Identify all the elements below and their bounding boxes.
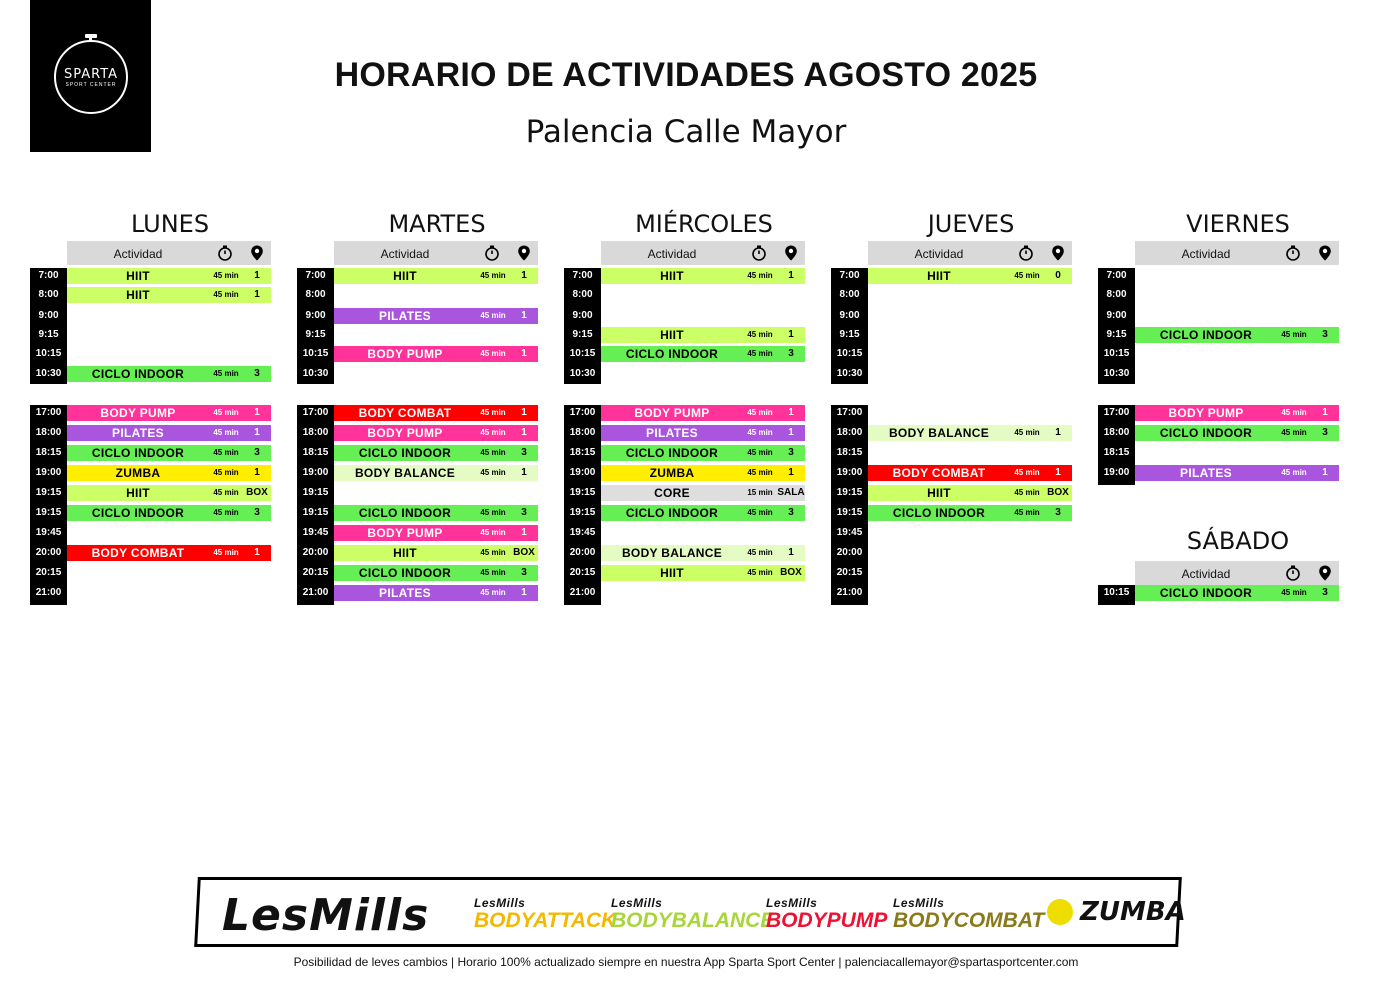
class-room: 1 [521,270,527,281]
class-name: BODY COMBAT [91,546,185,560]
location-pin-icon [517,245,531,266]
class-duration: 45 min [747,330,773,339]
time-slot: 20:00 [836,547,863,558]
class-room: BOX [513,547,535,558]
class-hiit[interactable] [868,268,1072,284]
logo-subtitle: SPORT CENTER [65,82,117,88]
table-header [601,241,805,265]
class-name: PILATES [646,426,698,440]
time-slot: 21:00 [302,587,329,598]
class-body-balance[interactable] [334,465,538,481]
location-pin-icon [1051,245,1065,266]
class-core[interactable] [601,485,805,501]
class-room: 1 [254,467,260,478]
brand-lesmills-label: LesMills [766,896,818,910]
class-duration: 45 min [747,349,773,358]
stopwatch-icon [217,245,233,266]
time-slot: 10:30 [1103,368,1130,379]
page-subtitle: Palencia Calle Mayor [525,114,847,150]
class-duration: 45 min [480,588,506,597]
table-header [1135,241,1339,265]
class-ciclo-indoor[interactable] [1135,327,1339,343]
class-duration: 45 min [213,448,239,457]
class-ciclo-indoor[interactable] [67,445,271,461]
time-slot: 18:15 [836,447,863,458]
class-name: CORE [654,486,690,500]
time-slot: 18:15 [302,447,329,458]
class-name: PILATES [379,586,431,600]
class-duration: 45 min [213,271,239,280]
location-pin-icon [1318,245,1332,266]
class-room: 3 [521,507,527,518]
class-body-pump[interactable] [334,425,538,441]
time-slot: 10:15 [35,348,62,359]
class-hiit[interactable] [601,327,805,343]
class-room: 1 [254,407,260,418]
time-slot: 21:00 [836,587,863,598]
class-duration: 45 min [480,548,506,557]
class-name: ZUMBA [649,466,695,480]
class-name: BODY BALANCE [888,426,990,440]
time-slot: 19:15 [836,507,863,518]
stopwatch-icon [1285,565,1301,586]
time-slot: 19:45 [302,527,329,538]
location-pin-icon [1318,565,1332,586]
class-room: 3 [254,447,260,458]
time-slot: 19:45 [569,527,596,538]
class-hiit[interactable] [67,268,271,284]
class-room: 3 [254,507,260,518]
class-name: PILATES [379,309,431,323]
class-name: HIIT [660,328,684,342]
class-ciclo-indoor[interactable] [1135,425,1339,441]
class-ciclo-indoor[interactable] [67,505,271,521]
time-slot: 20:00 [569,547,596,558]
brand-bodybalance [611,896,774,932]
class-zumba[interactable] [67,465,271,481]
time-slot: 8:00 [572,289,593,300]
stopwatch-icon [1285,245,1301,266]
class-body-pump[interactable] [67,405,271,421]
class-room: 3 [788,507,794,518]
class-room: SALA [777,487,805,498]
logo-name: SPARTA [63,67,119,82]
time-slot: 19:00 [569,467,596,478]
time-slot: 19:15 [569,487,596,498]
class-duration: 45 min [213,548,239,557]
class-room: 1 [1322,467,1328,478]
time-slot: 17:00 [569,407,596,418]
class-room: 3 [521,567,527,578]
class-room: 1 [1055,427,1061,438]
class-name: CICLO INDOOR [625,347,719,361]
time-slot: 10:30 [35,368,62,379]
class-name: HIIT [393,546,417,560]
class-name: BODY PUMP [367,347,443,361]
class-hiit[interactable] [334,545,538,561]
time-slot: 8:00 [38,289,59,300]
time-slot: 19:00 [836,467,863,478]
time-slot: 20:15 [569,567,596,578]
class-name: BODY PUMP [100,406,176,420]
header-activity: Actividad [914,247,964,261]
page-title: HORARIO DE ACTIVIDADES AGOSTO 2025 [334,56,1038,94]
class-name: BODY PUMP [1168,406,1244,420]
header-activity: Actividad [380,247,430,261]
class-room: 1 [521,427,527,438]
class-room: 3 [1322,427,1328,438]
class-name: CICLO INDOOR [91,446,185,460]
class-room: 3 [254,368,260,379]
time-slot: 7:00 [572,270,593,281]
time-slot: 17:00 [302,407,329,418]
time-slot: 8:00 [305,289,326,300]
time-slot: 9:00 [1106,310,1127,321]
class-room: 1 [521,310,527,321]
table-header [1135,561,1339,585]
time-slot: 10:15 [1103,348,1130,359]
time-slot: 18:00 [1103,427,1130,438]
time-slot: 18:15 [569,447,596,458]
class-room: 3 [788,447,794,458]
class-room: 1 [521,527,527,538]
class-duration: 45 min [747,548,773,557]
zumba-icon [1047,899,1073,925]
class-room: 3 [788,348,794,359]
time-slot: 19:15 [836,487,863,498]
lesmills-logo: LesMills [222,890,430,941]
class-ciclo-indoor[interactable] [1135,585,1339,601]
day-title: JUEVES [927,210,1015,238]
class-ciclo-indoor[interactable] [601,346,805,362]
table-header [868,241,1072,265]
time-slot: 20:15 [35,567,62,578]
brand-bodyattack [474,896,616,932]
day-title: MIÉRCOLES [635,210,773,238]
class-name: HIIT [927,486,951,500]
table-header [67,241,271,265]
class-duration: 45 min [480,448,506,457]
time-slot: 8:00 [1106,289,1127,300]
brand-program-name: BODYPUMP [766,909,888,932]
class-name: CICLO INDOOR [358,506,452,520]
class-body-pump[interactable] [1135,405,1339,421]
time-slot: 9:00 [38,310,59,321]
class-pilates[interactable] [67,425,271,441]
class-body-balance[interactable] [868,425,1072,441]
header-activity: Actividad [113,247,163,261]
time-slot: 19:15 [35,487,62,498]
class-name: BODY BALANCE [621,546,723,560]
time-slot: 19:15 [569,507,596,518]
class-duration: 45 min [480,468,506,477]
class-duration: 45 min [1014,271,1040,280]
time-slot: 9:15 [38,329,59,340]
class-room: BOX [1047,487,1069,498]
time-slot: 20:15 [302,567,329,578]
class-hiit[interactable] [67,485,271,501]
class-name: CICLO INDOOR [1159,328,1253,342]
class-duration: 45 min [480,508,506,517]
day-title: LUNES [130,210,210,238]
time-slot: 9:00 [839,310,860,321]
time-slot: 18:00 [569,427,596,438]
header-activity: Actividad [1181,567,1231,581]
class-name: HIIT [393,269,417,283]
class-duration: 45 min [213,508,239,517]
time-slot: 19:15 [302,507,329,518]
location-pin-icon [250,245,264,266]
class-duration: 45 min [1281,330,1307,339]
time-slot: 10:30 [302,368,329,379]
time-slot: 19:00 [35,467,62,478]
time-slot: 10:30 [836,368,863,379]
time-slot: 7:00 [1106,270,1127,281]
class-duration: 45 min [480,349,506,358]
brand-bodypump [766,896,887,932]
class-room: 1 [254,427,260,438]
class-duration: 45 min [213,408,239,417]
class-body-combat[interactable] [334,405,538,421]
time-slot: 10:15 [302,348,329,359]
class-room: BOX [246,487,268,498]
class-room: 1 [521,407,527,418]
class-pilates[interactable] [334,585,538,601]
time-slot: 19:00 [1103,467,1130,478]
brand-lesmills-label: LesMills [474,896,526,910]
class-duration: 45 min [213,290,239,299]
time-slot: 9:00 [572,310,593,321]
class-name: PILATES [112,426,164,440]
class-room: 1 [788,270,794,281]
time-slot: 9:00 [305,310,326,321]
time-slot: 20:15 [836,567,863,578]
class-hiit[interactable] [67,287,271,303]
time-slot: 20:00 [35,547,62,558]
time-slot: 19:15 [302,487,329,498]
class-duration: 45 min [1281,408,1307,417]
class-hiit[interactable] [601,268,805,284]
class-room: 3 [1322,587,1328,598]
class-body-pump[interactable] [334,346,538,362]
class-room: 1 [788,427,794,438]
header-activity: Actividad [1181,247,1231,261]
time-slot: 17:00 [1103,407,1130,418]
class-ciclo-indoor[interactable] [601,445,805,461]
class-room: 1 [254,270,260,281]
time-slot: 9:15 [839,329,860,340]
class-name: BODY COMBAT [358,406,452,420]
class-body-pump[interactable] [334,525,538,541]
day-title: MARTES [388,210,486,238]
class-room: 1 [788,407,794,418]
class-room: 3 [521,447,527,458]
stopwatch-icon [1018,245,1034,266]
class-name: HIIT [927,269,951,283]
class-duration: 45 min [1281,588,1307,597]
time-slot: 10:30 [569,368,596,379]
class-name: BODY PUMP [634,406,710,420]
time-slot: 19:15 [35,507,62,518]
time-slot: 10:15 [836,348,863,359]
class-room: 3 [1055,507,1061,518]
class-body-combat[interactable] [67,545,271,561]
class-name: HIIT [660,566,684,580]
class-duration: 45 min [213,428,239,437]
time-slot: 9:15 [572,329,593,340]
class-pilates[interactable] [601,425,805,441]
class-pilates[interactable] [1135,465,1339,481]
class-duration: 45 min [747,428,773,437]
class-name: CICLO INDOOR [1159,586,1253,600]
class-ciclo-indoor[interactable] [334,505,538,521]
time-slot: 17:00 [35,407,62,418]
class-duration: 45 min [747,508,773,517]
class-room: 1 [254,547,260,558]
class-name: CICLO INDOOR [1159,426,1253,440]
header-activity: Actividad [647,247,697,261]
time-slot: 9:15 [1106,329,1127,340]
class-ciclo-indoor[interactable] [67,366,271,382]
class-duration: 45 min [747,568,773,577]
class-duration: 45 min [747,271,773,280]
class-room: 1 [521,467,527,478]
class-name: CICLO INDOOR [358,446,452,460]
time-slot: 18:00 [35,427,62,438]
time-slot: 10:15 [569,348,596,359]
class-hiit[interactable] [868,485,1072,501]
time-slot: 21:00 [569,587,596,598]
class-duration: 45 min [747,468,773,477]
class-room: 1 [788,467,794,478]
class-name: CICLO INDOOR [358,566,452,580]
class-duration: 15 min [747,488,773,497]
class-hiit[interactable] [334,268,538,284]
class-name: HIIT [126,486,150,500]
time-slot: 18:15 [35,447,62,458]
class-duration: 45 min [213,468,239,477]
footer-note: Posibilidad de leves cambios | Horario 100% actualizado siempre en nuestra App Sparta Sport Center | palenciacallemayor@spartasportcenter.com [293,955,1079,969]
class-zumba[interactable] [601,465,805,481]
class-room: 1 [788,329,794,340]
time-slot: 7:00 [305,270,326,281]
class-name: CICLO INDOOR [625,446,719,460]
brand-lesmills-label: LesMills [893,896,945,910]
class-name: CICLO INDOOR [91,506,185,520]
class-duration: 45 min [480,271,506,280]
day-title: SÁBADO [1186,527,1290,555]
class-room: 3 [1322,329,1328,340]
class-duration: 45 min [480,528,506,537]
class-duration: 45 min [1014,508,1040,517]
class-duration: 45 min [747,448,773,457]
class-name: CICLO INDOOR [625,506,719,520]
class-room: 1 [788,547,794,558]
class-duration: 45 min [747,408,773,417]
class-duration: 45 min [480,408,506,417]
time-slot: 9:15 [305,329,326,340]
table-header [334,241,538,265]
class-room: BOX [780,567,802,578]
brand-program-name: BODYATTACK [474,909,617,932]
class-duration: 45 min [1014,468,1040,477]
class-room: 1 [1055,467,1061,478]
class-duration: 45 min [1281,468,1307,477]
time-slot: 10:15 [1103,587,1130,598]
brand-bodycombat [893,896,1044,932]
class-body-balance[interactable] [601,545,805,561]
location-pin-icon [784,245,798,266]
class-name: PILATES [1180,466,1232,480]
zumba-logo: ZUMBA [1080,897,1186,927]
time-slot: 19:45 [35,527,62,538]
time-slot: 17:00 [836,407,863,418]
time-slot: 7:00 [38,270,59,281]
class-duration: 45 min [480,311,506,320]
class-room: 1 [521,348,527,359]
class-room: 1 [1322,407,1328,418]
day-title: VIERNES [1186,210,1290,238]
class-duration: 45 min [480,568,506,577]
time-slot: 7:00 [839,270,860,281]
class-ciclo-indoor[interactable] [334,445,538,461]
class-name: HIIT [126,288,150,302]
brand-lesmills-label: LesMills [611,896,663,910]
class-duration: 45 min [1014,488,1040,497]
time-slot: 21:00 [35,587,62,598]
time-slot: 19:45 [836,527,863,538]
time-slot: 18:00 [302,427,329,438]
class-body-combat[interactable] [868,465,1072,481]
class-name: ZUMBA [115,466,161,480]
class-name: BODY COMBAT [892,466,986,480]
brand-program-name: BODYCOMBAT [893,909,1045,932]
class-duration: 45 min [213,488,239,497]
class-room: 1 [521,587,527,598]
time-slot: 20:00 [302,547,329,558]
time-slot: 18:00 [836,427,863,438]
class-duration: 45 min [213,369,239,378]
class-pilates[interactable] [334,308,538,324]
class-room: 1 [254,289,260,300]
class-name: BODY BALANCE [354,466,456,480]
class-name: HIIT [126,269,150,283]
brand-program-name: BODYBALANCE [611,909,775,932]
class-ciclo-indoor[interactable] [334,565,538,581]
class-name: HIIT [660,269,684,283]
class-name: BODY PUMP [367,426,443,440]
class-hiit[interactable] [601,565,805,581]
class-body-pump[interactable] [601,405,805,421]
time-slot: 19:00 [302,467,329,478]
class-name: BODY PUMP [367,526,443,540]
class-ciclo-indoor[interactable] [868,505,1072,521]
class-duration: 45 min [480,428,506,437]
class-name: CICLO INDOOR [91,367,185,381]
stopwatch-icon [484,245,500,266]
class-name: CICLO INDOOR [892,506,986,520]
class-duration: 45 min [1014,428,1040,437]
time-slot: 18:15 [1103,447,1130,458]
time-slot: 8:00 [839,289,860,300]
class-ciclo-indoor[interactable] [601,505,805,521]
class-room: 0 [1055,270,1061,281]
class-duration: 45 min [1281,428,1307,437]
stopwatch-icon [751,245,767,266]
